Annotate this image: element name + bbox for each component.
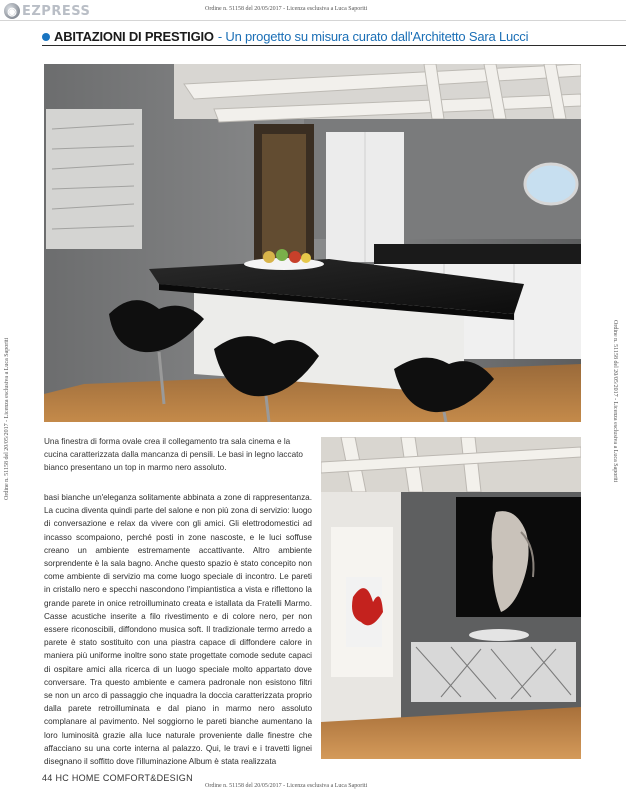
section-label: ABITAZIONI DI PRESTIGIO [54,29,214,44]
living-room-photo [321,437,581,759]
top-divider [0,20,626,21]
page-number: 44 [42,773,53,783]
bullet-dot-icon [42,33,50,41]
logo-mark-icon: ◉ [4,3,20,19]
page-footer [42,773,193,783]
section-title: - Un progetto su misura curato dall'Architetto Sara Lucci [217,29,529,44]
kitchen-photo [44,64,581,422]
photo-caption: Una finestra di forma ovale crea il collegamento tra sala cinema e la cucina caratterizzata dalla mancanza di pensili. Le basi in legno laccato bianco presentano un top in marmo nero assoluto. [44,437,303,472]
license-note-right: Ordine n. 51158 del 20/05/2017 - Licenza esclusiva a Luca Saporiti [612,320,618,483]
logo-text: EZPRESS [22,3,91,19]
article-body: basi bianche un'eleganza solitamente abbinata a zone di rappresentanza. La cucina diventa quindi parte del salone e non più zona di servizio: luogo di conversazione e relax da vivere con gli amici. Gli elettrodomestici ad incasso scompaiono, perché posti in zone nascoste, e le luci soffuse creano un ambiente estremamente accattivante. Altro ambiente sorprendente è la sala bagno. Anche questo spazio è stato concepito non come ambiente di servizio ma come luogo speciale di incontro. Le pareti in cristallo nero e specchi nascondono l'impiantistica a vista e riflettono la grande parete in onice retroilluminato creata e istallata da Fratelli Marmo. Casse acustiche inserite a filo rivestimento e di colore nero, per non essere riconoscibili, diffondono musica soft. Il tradizionale termo arredo a parete è stato sostituito con una piastra capace di diffondere calore in maniera più uniforme inoltre sono state progettate comode sedute capaci di ospitare amici alla ricerca di un luogo speciale molto appartato dove conversare. Tra questo ambiente e camera padronale non esistono filtri se non un arco di passaggio che inquadra la doccia caratterizzata proprio dalla parete retroilluminata e dal piano in marmo nero assoluto complanare al pavimento. Nel soggiorno le pareti bianche aumentano la loro luminosità grazie alla luce naturale proveniente dalle finestre che affacciano su una corte interna al palazzo. Qui, le travi e i travetti lignei disegnano il soffitto dove l'illuminazione Album è stata realizzata [44,493,312,767]
magazine-name: HC HOME COMFORT&DESIGN [55,773,193,783]
header-divider [42,45,626,46]
order-note-top: Ordine n. 51158 del 20/05/2017 - Licenza esclusiva a Luca Saporiti [205,6,368,12]
order-note-bottom: Ordine n. 51158 del 20/05/2017 - Licenza esclusiva a Luca Saporiti [205,783,368,789]
license-note-left: Ordine n. 51158 del 20/05/2017 - Licenza esclusiva a Luca Saporiti [4,337,10,500]
ezpress-logo [4,2,90,20]
section-header [42,29,528,44]
